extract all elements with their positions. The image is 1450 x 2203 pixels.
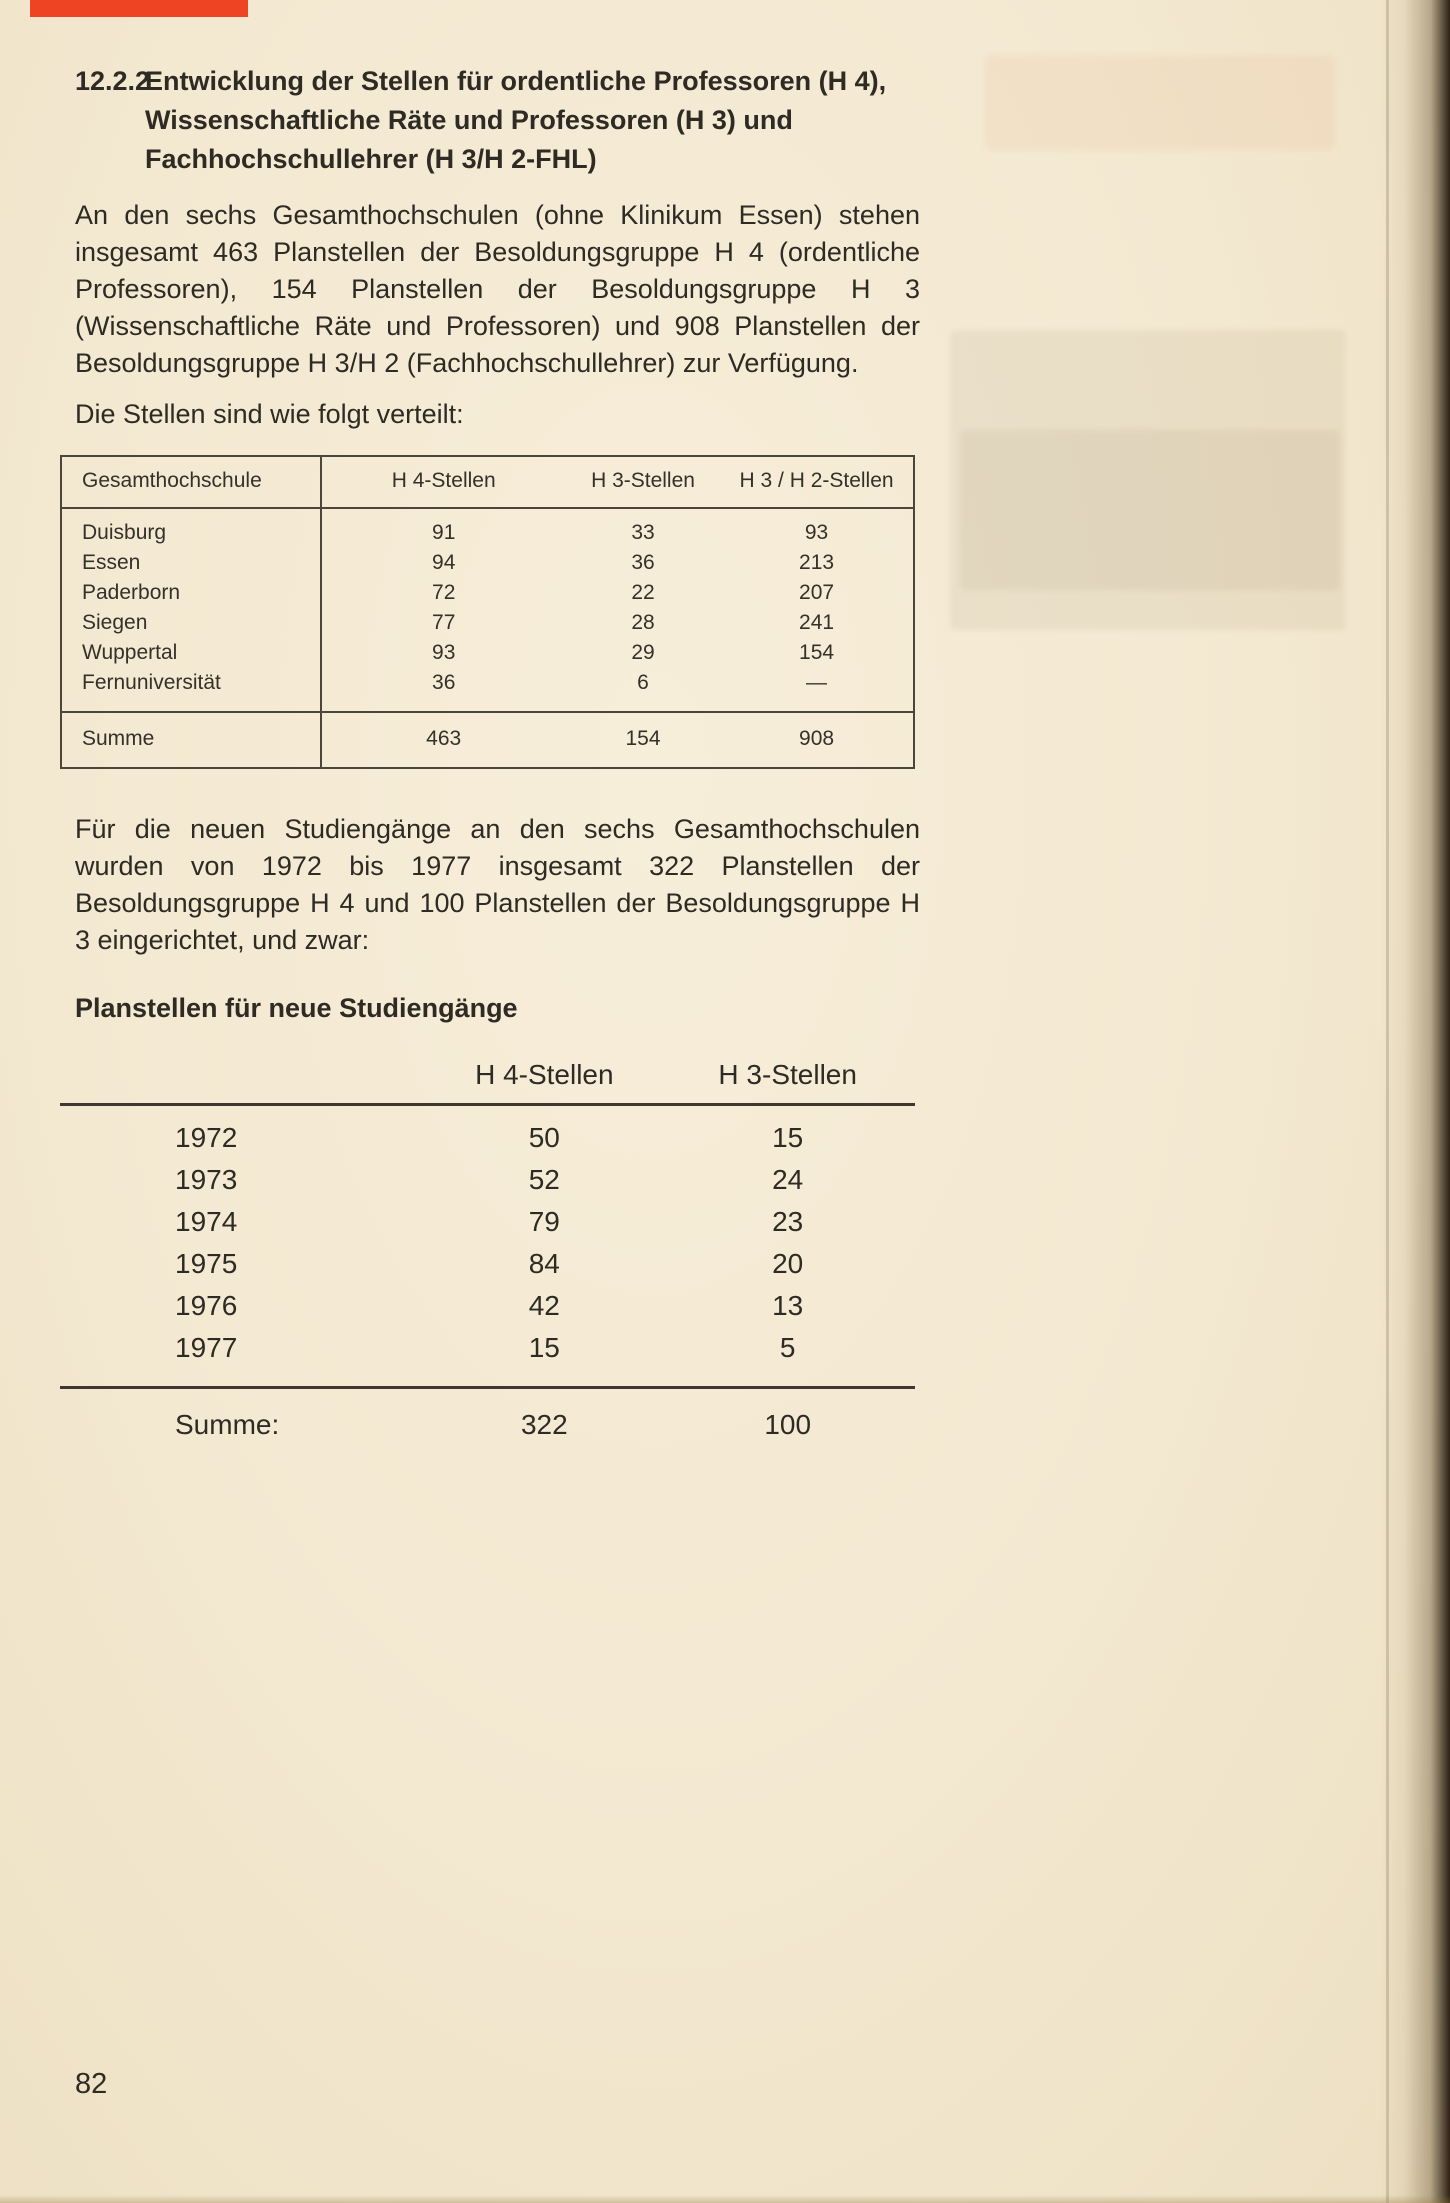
cell-h4: 42 (528, 1290, 560, 1321)
cell-h4: 52 (528, 1164, 560, 1195)
page-bottom-edge (0, 2195, 1450, 2203)
table-body (61, 508, 914, 712)
cell-h3: 22 (631, 581, 655, 604)
table-row (60, 1285, 915, 1327)
cell-h3h2: — (806, 671, 828, 694)
page-edge-shadow (1380, 0, 1450, 2203)
cell-hochschule: Siegen (61, 608, 321, 638)
table-header-row (61, 456, 914, 508)
table1-lead-text: Die Stellen sind wie folgt verteilt: (75, 399, 464, 429)
heading-line: Fachhochschullehrer (H 3/H 2-FHL) (145, 144, 597, 174)
cell-summe-h3h2: 908 (720, 712, 914, 768)
cell-hochschule: Essen (61, 548, 321, 578)
cell-year: 1976 (175, 1290, 238, 1321)
column-header-empty (60, 1054, 428, 1105)
table-row (61, 668, 914, 712)
cell-h3h2: 154 (799, 641, 835, 664)
stellen-distribution-table (60, 455, 915, 769)
table-footer (61, 712, 914, 768)
table-row (60, 1243, 915, 1285)
table-row (60, 1201, 915, 1243)
table-footer (60, 1388, 915, 1447)
cell-h4: 93 (432, 641, 456, 664)
section-number: 12.2.2 (75, 66, 151, 96)
cell-h4: 94 (432, 551, 456, 574)
table-row (61, 608, 914, 638)
table-body (60, 1105, 915, 1388)
heading-line: Entwicklung der Stellen für ordentliche Professoren (H 4), (145, 66, 887, 96)
cell-h3: 23 (772, 1206, 804, 1237)
bleedthrough-ghost (985, 55, 1335, 150)
cell-h4: 72 (432, 581, 456, 604)
cell-year: 1975 (175, 1248, 238, 1279)
red-accent-bar (30, 0, 248, 17)
table-row (61, 548, 914, 578)
cell-h3: 24 (772, 1164, 804, 1195)
cell-summe-h3: 154 (566, 712, 720, 768)
between-paragraph: Für die neuen Studiengänge an den sechs Gesamthochschulen wurden von 1972 bis 1977 insgesamt 322 Planstellen der Besoldungsgruppe H 4 und 100 Planstellen der Besoldungsgruppe H 3 eingerichtet, und zwar: (75, 814, 920, 955)
cell-h3: 28 (631, 611, 655, 634)
table-row (61, 638, 914, 668)
cell-h3: 13 (772, 1290, 804, 1321)
cell-h4: 91 (432, 521, 456, 544)
cell-year: 1977 (175, 1332, 238, 1363)
cell-hochschule: Wuppertal (61, 638, 321, 668)
column-header-h4: H 4-Stellen (321, 456, 566, 508)
cell-summe-h4: 322 (428, 1388, 660, 1447)
cell-summe-h4: 463 (321, 712, 566, 768)
cell-h4: 15 (528, 1332, 560, 1363)
cell-h3h2: 213 (799, 551, 835, 574)
cell-h3: 20 (772, 1248, 804, 1279)
cell-h4: 50 (528, 1122, 560, 1153)
cell-h3h2: 207 (799, 581, 835, 604)
cell-h4: 36 (432, 671, 456, 694)
table-row (61, 508, 914, 548)
page-number: 82 (75, 2068, 108, 2100)
cell-h3h2: 241 (799, 611, 835, 634)
page-content (75, 62, 920, 1446)
cell-h3: 15 (772, 1122, 804, 1153)
table2-title: Planstellen für neue Studiengänge (75, 993, 518, 1023)
cell-h4: 79 (528, 1206, 560, 1237)
cell-h3: 29 (631, 641, 655, 664)
heading-line: Wissenschaftliche Räte und Professoren (H 3) und (145, 105, 793, 135)
column-header-gesamthochschule: Gesamthochschule (61, 456, 321, 508)
cell-h3h2: 93 (804, 521, 829, 544)
summe-row (60, 1388, 915, 1447)
cell-h3: 36 (631, 551, 655, 574)
neue-studiengaenge-table (60, 1054, 915, 1446)
cell-year: 1973 (175, 1164, 238, 1195)
table-row (61, 578, 914, 608)
table-row (60, 1159, 915, 1201)
cell-year: 1972 (175, 1122, 238, 1153)
table-row (60, 1327, 915, 1388)
summe-row (61, 712, 914, 768)
cell-h3: 6 (637, 671, 649, 694)
column-header-h3h2: H 3 / H 2-Stellen (720, 456, 914, 508)
table-header (61, 456, 914, 508)
cell-hochschule: Duisburg (61, 508, 321, 548)
cell-year: 1974 (175, 1206, 238, 1237)
cell-hochschule: Fernuniversität (61, 668, 321, 712)
section-heading-text (145, 62, 886, 179)
cell-summe-label: Summe (61, 712, 321, 768)
column-header-h4: H 4-Stellen (428, 1054, 660, 1105)
section-heading (75, 62, 920, 179)
bleedthrough-ghost (960, 430, 1340, 590)
column-header-h3: H 3-Stellen (660, 1054, 915, 1105)
cell-h3: 33 (631, 521, 655, 544)
cell-h3: 5 (779, 1332, 796, 1363)
cell-hochschule: Paderborn (61, 578, 321, 608)
table-header-row (60, 1054, 915, 1105)
intro-paragraph: An den sechs Gesamthochschulen (ohne Klinikum Essen) stehen insgesamt 463 Planstellen der Besoldungsgruppe H 4 (ordentliche Professoren), 154 Planstellen der Besoldungsgruppe H 3 (Wissenschaftliche Räte und Professoren) und 908 Planstellen der Besoldungsgruppe H 3/H 2 (Fachhochschullehrer) zur Verfügung. (75, 200, 920, 378)
table-row (60, 1105, 915, 1160)
cell-summe-label: Summe: (60, 1388, 428, 1447)
table-header (60, 1054, 915, 1105)
column-header-h3: H 3-Stellen (566, 456, 720, 508)
cell-h4: 77 (432, 611, 456, 634)
cell-summe-h3: 100 (660, 1388, 915, 1447)
cell-h4: 84 (528, 1248, 560, 1279)
